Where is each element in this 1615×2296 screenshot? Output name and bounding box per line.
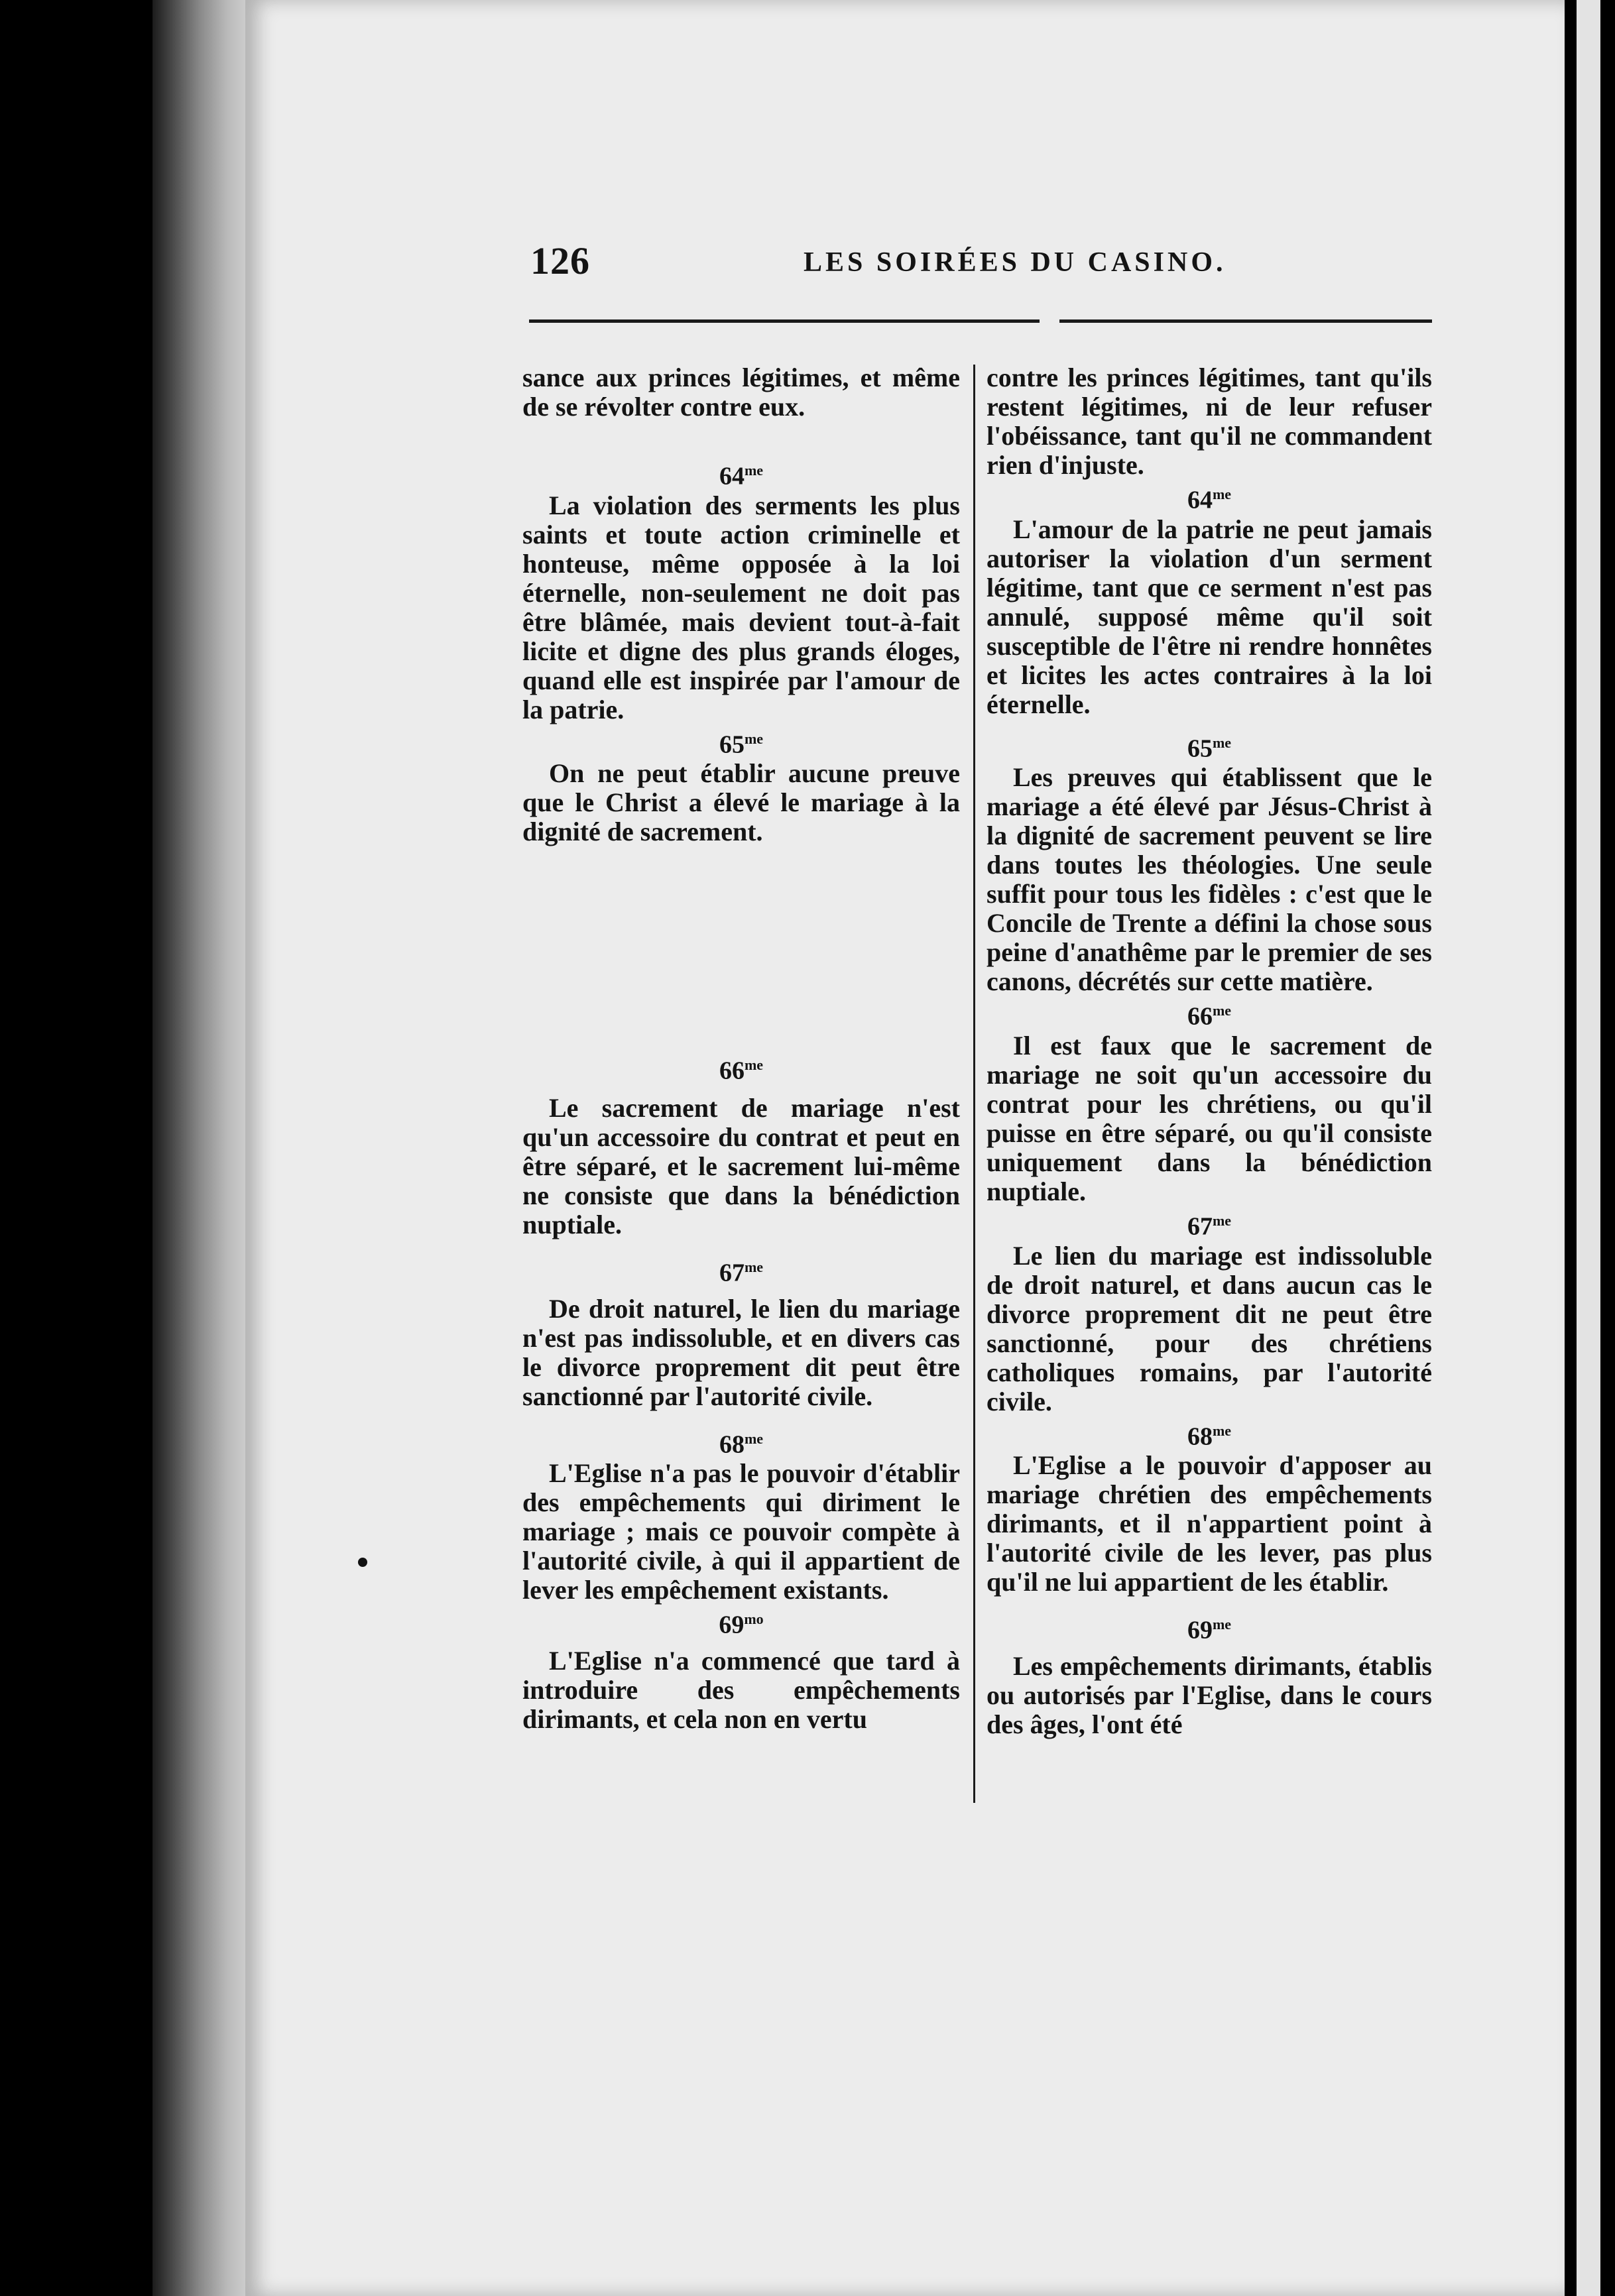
left-article-65-text: On ne peut établir aucune preuve que le Christ a élevé le mariage à la dignité de sacrement. bbox=[522, 758, 960, 847]
right-article-64-text: L'amour de la patrie ne peut jamais autoriser la violation d'un serment légitime, tant que ce serment n'est pas annulé, supposé même qu'il soit susceptible de l'être ni rendre honnêtes et licites les actes contraires à la loi éternelle. bbox=[987, 514, 1432, 719]
right-article-67-number: $67^{me}$ bbox=[1187, 1212, 1232, 1241]
header-rule bbox=[529, 319, 1432, 323]
left-column bbox=[522, 363, 960, 1734]
left-article-67-number: $67^{me}$ bbox=[719, 1258, 764, 1287]
right-article-68-number: $68^{me}$ bbox=[1187, 1422, 1232, 1451]
column-divider bbox=[973, 365, 975, 1803]
page-number: 126 bbox=[530, 239, 590, 282]
left-article-64-number: $64^{me}$ bbox=[719, 462, 764, 490]
left-article-69-text: L'Eglise n'a commencé que tard à introduire des empêchements dirimants, et cela non en vertu bbox=[522, 1645, 960, 1734]
book-spine-shadow bbox=[152, 0, 259, 2296]
ink-speck bbox=[358, 1558, 367, 1567]
left-article-68-number: $68^{me}$ bbox=[719, 1430, 764, 1459]
next-page-edge bbox=[1577, 0, 1600, 2296]
right-article-67-text: Le lien du mariage est indissoluble de droit naturel, et dans aucun cas le divorce proprement dit ne peut être sanctionné, pour des chrétiens catholiques romains, par l'autorité civile. bbox=[987, 1240, 1432, 1416]
left-article-66-text: Le sacrement de mariage n'est qu'un accessoire du contrat et peut en être séparé, et le sacrement lui-même ne consiste que dans la bénédiction nuptiale. bbox=[522, 1092, 960, 1239]
left-article-65-number: $65^{me}$ bbox=[719, 730, 764, 759]
right-article-65-number: $65^{me}$ bbox=[1187, 734, 1232, 763]
right-article-64-number: $64^{me}$ bbox=[1187, 486, 1232, 514]
left-article-66-number: $66^{me}$ bbox=[719, 1057, 764, 1085]
right-article-69-text: Les empêchements dirimants, établis ou autorisés par l'Eglise, dans le cours des âges, l'ont été bbox=[987, 1650, 1432, 1739]
page-header bbox=[530, 239, 1432, 292]
left-article-69-number: $69^{mo}$ bbox=[719, 1611, 764, 1639]
right-column bbox=[987, 363, 1432, 1739]
left-article-67-text: De droit naturel, le lien du mariage n'est pas indissoluble, et en divers cas le divorce proprement dit peut être sanctionné par l'autorité civile. bbox=[522, 1293, 960, 1411]
left-article-68-text: L'Eglise n'a pas le pouvoir d'établir des empêchements qui diriment le mariage ; mais ce pouvoir compète à l'autorité civile, à qui il appartient de lever les empêchement existants. bbox=[522, 1458, 960, 1605]
left-article-64-text: La violation des serments les plus saints et toute action criminelle et honteuse, même opposée à la loi éternelle, non-seulement ne doit pas être blâmée, mais devient tout-à-fait licite et digne des plus grands éloges, quand elle est inspirée par l'amour de la patrie. bbox=[522, 490, 960, 724]
running-title: LES SOIRÉES DU CASINO. bbox=[804, 247, 1226, 278]
right-intro: contre les princes légitimes, tant qu'ils restent légitimes, ni de leur refuser l'obéissance, tant qu'il ne commandent rien d'injuste. bbox=[987, 363, 1432, 480]
right-article-66-text: Il est faux que le sacrement de mariage ne soit qu'un accessoire du contrat pour les chrétiens, ou qu'il puisse en être séparé, ou qu'il consiste uniquement dans la bénédiction nuptiale. bbox=[987, 1030, 1432, 1206]
right-article-68-text: L'Eglise a le pouvoir d'apposer au mariage chrétien des empêchements dirimants, et il n'appartient point à l'autorité civile de les lever, pas plus qu'il ne lui appartient de les établir. bbox=[987, 1450, 1432, 1597]
right-article-65-text: Les preuves qui établissent que le mariage a été élevé par Jésus-Christ à la dignité de sacrement peuvent se lire dans toutes les théologies. Une seule suffit pour tous les fidèles : c'est que le Concile de Trente a défini la chose sous peine d'anathême par le premier de ses canons, décrétés sur cette matière. bbox=[987, 762, 1432, 997]
left-intro: sance aux princes légitimes, et même de se révolter contre eux. bbox=[522, 363, 960, 422]
right-article-69-number: $69^{me}$ bbox=[1187, 1616, 1232, 1644]
right-article-66-number: $66^{me}$ bbox=[1187, 1002, 1232, 1031]
